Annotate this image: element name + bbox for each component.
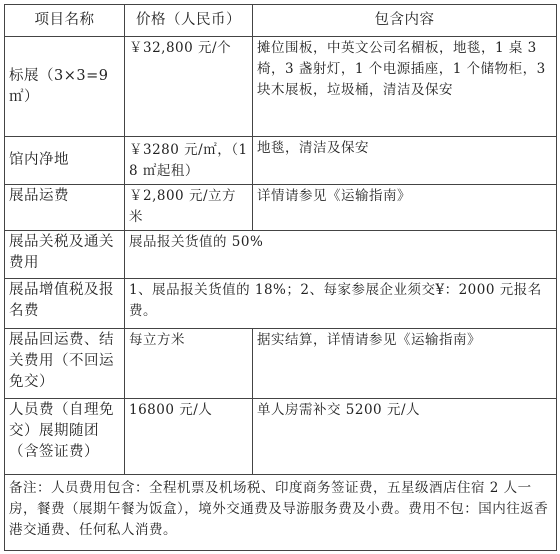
row-content: 详情请参见《运输指南》 [253,185,557,231]
row-price: ￥32,800 元/个 [125,37,253,137]
row-item-name: 人员费（自理免交）展期随团（含签证费） [5,399,125,475]
row-item-name: 展品运费 [5,185,125,231]
row-item-name: 展品回运费、结关费用（不回运免交） [5,329,125,399]
row-price: ￥3280 元/㎡，（18 ㎡起租） [125,137,253,185]
table-row [5,399,557,475]
fee-table [4,4,557,551]
row-content: 地毯，清洁及保安 [253,137,557,185]
row-merged-content: 展品报关货值的 50% [125,231,557,279]
row-content: 单人房需补交 5200 元/人 [253,399,557,475]
table-header-row [5,5,557,37]
row-price: ￥2,800 元/立方米 [125,185,253,231]
row-price: 16800 元/人 [125,399,253,475]
row-content: 据实结算，详情请参见《运输指南》 [253,329,557,399]
table-note-row [5,475,557,551]
table-row [5,231,557,279]
row-item-name: 展品增值税及报名费 [5,279,125,329]
row-item-name: 馆内净地 [5,137,125,185]
header-content: 包含内容 [253,5,557,37]
row-merged-content: 1、展品报关货值的 18%；2、每家参展企业须交¥：2000 元报名费。 [125,279,557,329]
row-item-name: 展品关税及通关费用 [5,231,125,279]
row-price: 每立方米 [125,329,253,399]
table-row [5,185,557,231]
note-text: 备注：人员费用包含：全程机票及机场税、印度商务签证费，五星级酒店住宿 2 人一房，餐费（展期午餐为饭盒），境外交通费及导游服务费及小费。费用不包：国内往返香港交通费、任何私人消费。 [5,475,557,551]
table-row [5,137,557,185]
row-content: 摊位围板，中英文公司名楣板，地毯，1 桌 3 椅，3 盏射灯，1 个电源插座，1 个储物柜，3 块木展板，垃圾桶，清洁及保安 [253,37,557,137]
header-item-name: 项目名称 [5,5,125,37]
header-price: 价格（人民币） [125,5,253,37]
table-row [5,329,557,399]
row-item-name: 标展（3×3=9 ㎡） [5,37,125,137]
table-row [5,279,557,329]
table-row [5,37,557,137]
